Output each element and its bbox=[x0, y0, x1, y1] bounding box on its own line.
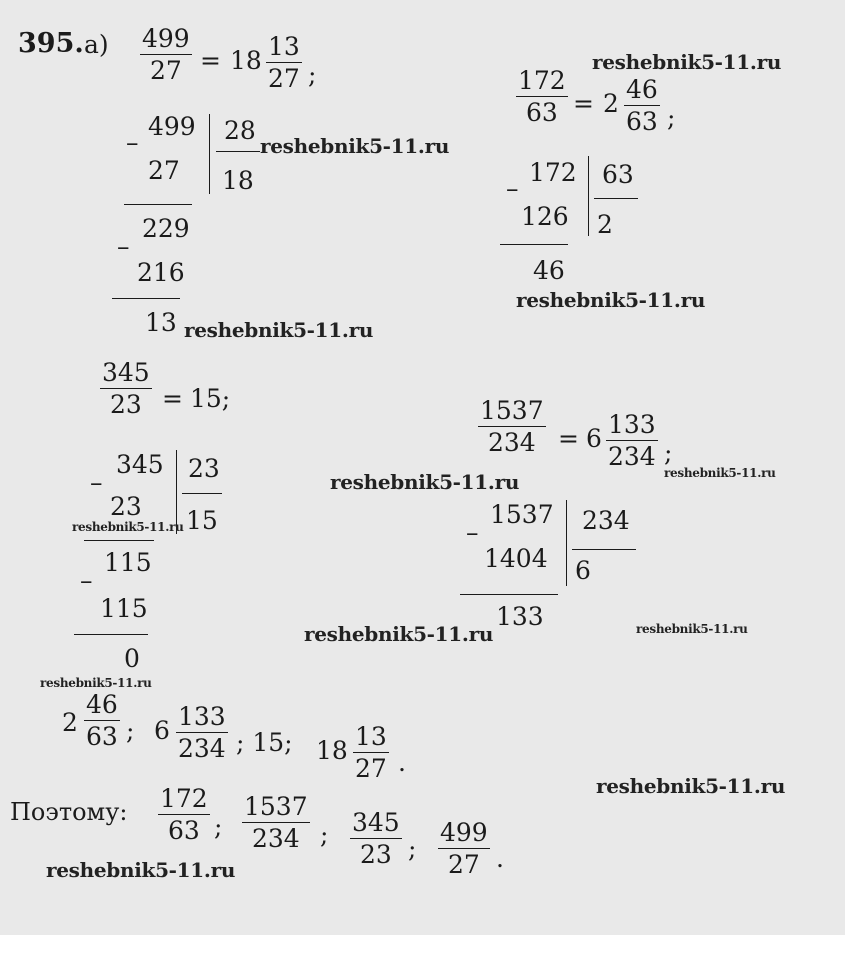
equals-sign: = bbox=[200, 46, 221, 75]
semicolon: ; bbox=[664, 438, 673, 467]
fraction-499-27: $\frac{499}{27}$ bbox=[440, 818, 488, 879]
watermark: reshebnik5-11.ru bbox=[46, 858, 236, 882]
period: . bbox=[496, 844, 504, 873]
part-label: а) bbox=[84, 30, 109, 59]
remainder-step: 115 bbox=[104, 548, 152, 577]
subtrahend: 126 bbox=[521, 202, 569, 231]
division-bar bbox=[566, 500, 567, 586]
watermark: reshebnik5-11.ru bbox=[330, 470, 520, 494]
equals-sign: = bbox=[558, 424, 579, 453]
division-bar bbox=[209, 114, 210, 194]
dividend: 172 bbox=[529, 158, 577, 187]
watermark: reshebnik5-11.ru bbox=[592, 50, 782, 74]
fraction-172-63: $\frac{172}{63}$ bbox=[160, 784, 208, 845]
whole-part: 18 bbox=[230, 46, 262, 75]
fraction-46-63: $\frac{46}{63}$ bbox=[86, 690, 118, 751]
fraction-133-234: $\frac{133}{234}$ bbox=[178, 702, 226, 763]
whole-part: 6 bbox=[154, 716, 170, 745]
quotient: 18 bbox=[222, 166, 254, 195]
fraction-172-63: $\frac{172}{63}$ bbox=[518, 66, 566, 127]
quotient: 15 bbox=[186, 506, 218, 535]
subtrahend: 23 bbox=[110, 492, 142, 521]
divisor-line bbox=[594, 198, 638, 199]
fraction-345-23: $\frac{345}{23}$ bbox=[352, 808, 400, 869]
period: . bbox=[398, 748, 406, 777]
remainder: 46 bbox=[533, 256, 565, 285]
fraction-13-27: $\frac{13}{27}$ bbox=[268, 32, 300, 93]
watermark: reshebnik5-11.ru bbox=[596, 774, 786, 798]
remainder: 13 bbox=[145, 308, 177, 337]
watermark: reshebnik5-11.ru bbox=[184, 318, 374, 342]
divisor: 23 bbox=[188, 454, 220, 483]
minus-sign: – bbox=[506, 174, 519, 203]
subtraction-line bbox=[112, 298, 180, 299]
divisor-line bbox=[182, 493, 222, 494]
divisor: 28 bbox=[224, 116, 256, 145]
quotient: 2 bbox=[597, 210, 613, 239]
fraction-133-234: $\frac{133}{234}$ bbox=[608, 410, 656, 471]
watermark: reshebnik5-11.ru bbox=[260, 134, 450, 158]
subtraction-line bbox=[84, 540, 154, 541]
whole-part: 2 bbox=[603, 89, 619, 118]
watermark: reshebnik5-11.ru bbox=[664, 466, 776, 480]
watermark: reshebnik5-11.ru bbox=[516, 288, 706, 312]
dividend: 345 bbox=[116, 450, 164, 479]
watermark: reshebnik5-11.ru bbox=[636, 622, 748, 636]
equals-sign: = bbox=[573, 89, 594, 118]
subtrahend: 1404 bbox=[484, 544, 548, 573]
semicolon: ; bbox=[667, 103, 676, 132]
semicolon: ; bbox=[320, 820, 329, 849]
remainder-step: 229 bbox=[142, 214, 190, 243]
watermark: reshebnik5-11.ru bbox=[40, 676, 152, 690]
separator: ; 15; bbox=[236, 728, 293, 757]
divisor: 63 bbox=[602, 160, 634, 189]
equals-sign: = bbox=[162, 384, 183, 413]
fraction-1537-234: $\frac{1537}{234}$ bbox=[244, 792, 308, 853]
semicolon: ; bbox=[308, 60, 317, 89]
dividend: 499 bbox=[148, 112, 196, 141]
watermark: reshebnik5-11.ru bbox=[72, 520, 184, 534]
subtraction-line bbox=[74, 634, 148, 635]
semicolon: ; bbox=[214, 812, 223, 841]
remainder: 0 bbox=[124, 644, 140, 673]
watermark: reshebnik5-11.ru bbox=[304, 622, 494, 646]
semicolon: ; bbox=[126, 716, 135, 745]
fraction-46-63: $\frac{46}{63}$ bbox=[626, 75, 658, 136]
minus-sign: – bbox=[90, 468, 103, 497]
whole-part: 6 bbox=[586, 424, 602, 453]
fraction-1537-234: $\frac{1537}{234}$ bbox=[480, 396, 544, 457]
subtrahend: 115 bbox=[100, 594, 148, 623]
division-bar bbox=[588, 156, 589, 236]
subtraction-line bbox=[500, 244, 568, 245]
subtrahend: 216 bbox=[137, 258, 185, 287]
subtraction-line bbox=[460, 594, 558, 595]
semicolon: ; bbox=[408, 834, 417, 863]
minus-sign: – bbox=[466, 518, 479, 547]
divisor-line bbox=[216, 151, 260, 152]
conclusion-label: Поэтому: bbox=[10, 798, 128, 826]
subtraction-line bbox=[124, 204, 192, 205]
minus-sign: – bbox=[80, 566, 93, 595]
fraction-13-27: $\frac{13}{27}$ bbox=[355, 722, 387, 783]
subtrahend: 27 bbox=[148, 156, 180, 185]
minus-sign: – bbox=[117, 232, 130, 261]
fraction-499-27: $\frac{499}{27}$ bbox=[142, 24, 190, 85]
divisor-line bbox=[572, 549, 636, 550]
whole-part: 2 bbox=[62, 708, 78, 737]
whole-part: 18 bbox=[316, 736, 348, 765]
minus-sign: – bbox=[126, 128, 139, 157]
exercise-number: 395. bbox=[18, 28, 84, 59]
result: 15; bbox=[190, 384, 231, 413]
fraction-345-23: $\frac{345}{23}$ bbox=[102, 358, 150, 419]
quotient: 6 bbox=[575, 556, 591, 585]
remainder: 133 bbox=[496, 602, 544, 631]
divisor: 234 bbox=[582, 506, 630, 535]
dividend: 1537 bbox=[490, 500, 554, 529]
